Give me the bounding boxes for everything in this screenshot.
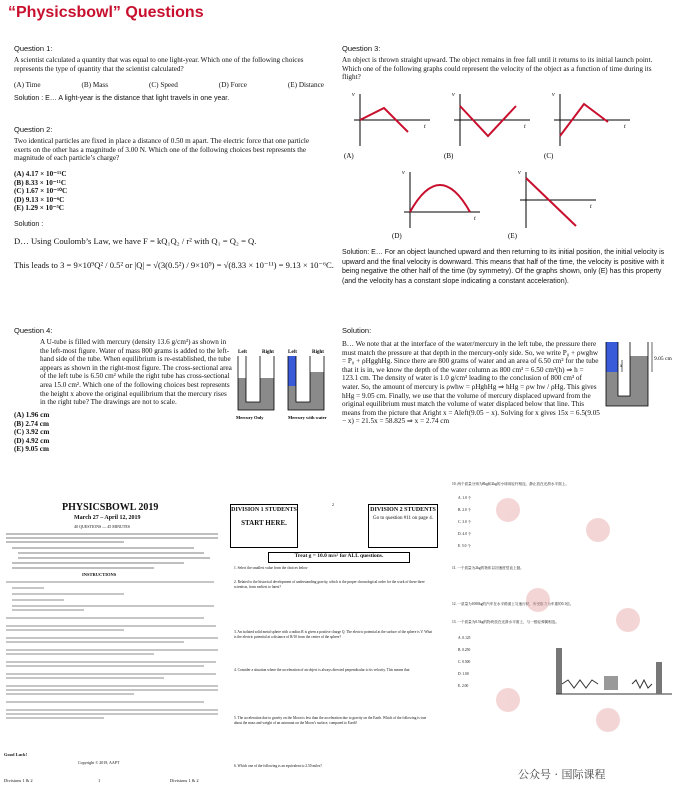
thumb3-option: A. 0.125	[458, 636, 471, 640]
thumb2-goto: Go to question #11 on page 4.	[373, 516, 433, 521]
question-2-text: Two identical particles are fixed in place a distance of 0.50 m apart. The electric force that one particle exerts on the other has a magnitude of 3.00 N. Which one of the following choices best represents the magnitude of each particle’s charge?	[14, 137, 310, 163]
thumb3-option: C. 0.500	[458, 660, 471, 664]
question-1-options	[14, 81, 324, 90]
watermark-text: 公众号 · 国际课程	[518, 768, 606, 781]
thumb1-footer-left: Divisions 1 & 2	[4, 778, 33, 783]
thumb2-div2: DIVISION 2 STUDENTS	[370, 507, 436, 513]
graph-axis-t: t	[624, 124, 626, 130]
velocity-graphs	[340, 86, 680, 242]
question-4-heading: Question 4:	[14, 326, 53, 335]
question-1-option: (E) Distance	[287, 81, 324, 89]
question-3-solution: Solution: E… For an object launched upward and then returning to its initial position, the initial velocity is upward and the final velocity is downward. This means that half of the time, the velocity is positive with it being negative the other half of the time (by symmetry). Of the graphs shown, only (E) has this property (and the velocity has a constant slope indicating a constant acceleration).	[342, 249, 665, 285]
thumb3-q13: 13. 一个质量为0.5kg的物块放在光滑水平面上，与一根轻弹簧相连。	[452, 620, 559, 624]
thumb2-div1-box	[230, 504, 298, 548]
watermark-logo	[448, 470, 680, 788]
thumb3-option: D. 1.00	[458, 672, 469, 676]
thumb3-option: B. 0.250	[458, 648, 471, 652]
graph-label: (E)	[508, 232, 517, 240]
question-1-solution: Solution : E… A light-year is the distance that light travels in one year.	[14, 95, 230, 102]
thumb2-div2-box	[368, 504, 438, 548]
question-4-options	[14, 411, 49, 454]
thumb1-dates: March 27 – April 12, 2019	[74, 515, 141, 521]
fig-label-left: Left	[238, 350, 247, 355]
thumb1-footer-mid: 1	[98, 778, 101, 783]
solution-4-figure	[600, 338, 678, 414]
question-4-option: (C) 3.92 cm	[14, 428, 50, 437]
thumb2-q1: 1. Select the smallest value from the choices below	[234, 566, 308, 570]
thumb1-instructions: INSTRUCTIONS	[82, 572, 117, 577]
graph-label: (C)	[544, 152, 554, 160]
graph-axis-t: t	[424, 124, 426, 130]
solution-4-fig-x: x	[620, 364, 623, 369]
solution-4-heading: Solution:	[342, 326, 372, 335]
thumb2-treat-box: Treat g = 10.0 m/s² for ALL questions.	[268, 552, 410, 563]
question-4-option: (B) 2.74 cm	[14, 419, 49, 428]
question-1-heading: Question 1:	[14, 44, 53, 53]
thumb3-q10: 10. 两个质量分别为8kg和2kg的小球用轻杆相连，静止放在光滑水平面上。	[452, 482, 569, 486]
thumbnail-page-1	[2, 502, 224, 788]
thumb3-option: D. 4.0 个	[458, 532, 472, 536]
thumb3-q11: 11. 一个质量为2kg的物体以初速度竖直上抛。	[452, 566, 524, 570]
thumb3-option: A. 1.0 个	[458, 496, 472, 500]
thumbnail-page-2	[228, 502, 444, 788]
thumb3-option: C. 3.0 个	[458, 520, 472, 524]
question-4-option: (A) 1.96 cm	[14, 411, 50, 419]
question-1-text: A scientist calculated a quantity that was equal to one light-year. Which one of the following choices represents the type of quantity that the scientist calculated?	[14, 56, 304, 73]
question-2-option: (B) 8.33 × 10⁻¹¹C	[14, 178, 67, 187]
graph-axis-v: v	[452, 92, 455, 98]
question-1-option: (C) Speed	[148, 81, 178, 89]
question-3-heading: Question 3:	[342, 44, 381, 53]
thumb3-q12: 12. 一质量为1000kg的汽车在水平路面上匀速行驶，所受阻力为车重的0.1倍。	[452, 602, 574, 606]
fig-caption-right: Mercury with water	[288, 415, 327, 420]
thumb2-div1: DIVISION 1 STUDENTS	[231, 507, 297, 513]
u-tube-figures	[232, 344, 336, 424]
question-2-option: (E) 1.29 × 10⁻⁵C	[14, 204, 64, 213]
question-3-text: An object is thrown straight upward. The object remains in free fall until it returns to its initial launch point. Which one of the following graphs could represent the velocity of the object as a function of time during its flight?	[342, 56, 653, 82]
fig-caption-left: Mercury Only	[236, 415, 264, 420]
u-tube-mercury-with-water	[288, 350, 327, 420]
fig-label-right: Right	[262, 350, 274, 355]
question-4-text: A U-tube is filled with mercury (density 13.6 g/cm³) as shown in the left-most figure. Water of mass 800 grams is added to the left-hand side of the tube. When equilibrium is re-established, the tube appears as shown in the right-most figure. The cross-sectional area of the left tube is 6.50 cm² while the right tube has cross-sectional area 15.0 cm². Which one of the following choices best represents the height x above the original equilibrium that the mercury rises in the right tube? The drawings are not to scale.	[40, 338, 232, 407]
thumb3-option: E. 2.00	[458, 684, 469, 688]
graph-axis-t: t	[474, 216, 476, 222]
thumb3-option: B. 2.0 个	[458, 508, 472, 512]
page-title: “Physicsbowl” Questions	[8, 4, 204, 21]
question-2-option: (C) 1.67 × 10⁻¹⁰C	[14, 187, 68, 196]
thumb1-copyright: Copyright © 2019, AAPT	[78, 760, 120, 765]
thumb2-q3: 3. An isolated solid metal sphere with a radius R is given a positive charge Q. The electric potential at the surface of the sphere is V. What is the electric potential at a distance of R/10 from the center of the sphere?	[234, 630, 433, 639]
question-4-option: (E) 9.05 cm	[14, 445, 49, 454]
question-2-solution-line1: D… Using Coulomb’s Law, we have F = kQ₁Q₂ / r² with Q₁ = Q₂ = Q.	[14, 236, 257, 246]
graph-axis-t: t	[524, 124, 526, 130]
question-2-solution-label: Solution :	[14, 221, 44, 228]
graph-label: (A)	[344, 152, 354, 160]
graph-axis-v: v	[352, 92, 355, 98]
thumb1-title: PHYSICSBOWL 2019	[62, 502, 159, 513]
graph-d	[392, 170, 480, 240]
graph-axis-v: v	[552, 92, 555, 98]
question-2-options	[14, 170, 134, 213]
thumb1-footer-right: Divisions 1 & 2	[170, 778, 199, 783]
thumb2-q4: 4. Consider a situation where the acceleration of an object is always directed perpendicular to its velocity. This means that	[234, 668, 410, 672]
question-1-option: (D) Force	[218, 81, 247, 89]
graph-a	[344, 92, 430, 160]
question-4-option: (D) 4.92 cm	[14, 436, 50, 445]
question-2-option: (A) 4.17 × 10⁻¹¹C	[14, 170, 67, 178]
graph-axis-v: v	[518, 170, 521, 176]
graph-label: (D)	[392, 232, 402, 240]
thumb2-page-num: 2	[332, 502, 334, 507]
thumb1-subtitle: 40 QUESTIONS — 45 MINUTES	[74, 524, 130, 529]
graph-label: (B)	[444, 152, 454, 160]
fig-label-right: Right	[312, 350, 324, 355]
thumb2-start: START HERE.	[241, 519, 287, 527]
thumb2-q2: 2. Related to the historical development of understanding gravity, which is the proper chronological order for the work of these three scientists, from earliest to latest?	[234, 580, 425, 589]
question-1-option: (A) Time	[14, 81, 41, 89]
graph-axis-t: t	[590, 204, 592, 210]
question-2-solution-line2: This leads to 3 = 9×10⁹Q² / 0.5² or |Q| = √(3(0.5²) / 9×10⁹) = √(8.33 × 10⁻¹¹) = 9.13 × 10⁻⁶C.	[14, 260, 334, 270]
graph-e	[508, 170, 596, 240]
thumb1-instruction-lines	[4, 580, 222, 760]
question-1-option: (B) Mass	[81, 81, 109, 89]
thumb1-good-luck: Good Luck!	[4, 752, 28, 757]
solution-4-fig-label: 9.05 cm	[654, 356, 672, 362]
graph-c	[544, 92, 630, 160]
question-2-option: (D) 9.13 × 10⁻⁶C	[14, 195, 65, 204]
graph-b	[444, 92, 530, 160]
thumb2-q6: 6. Which one of the following is an equivalent to 2.50 miles?	[234, 764, 322, 768]
thumbnail-page-3	[448, 470, 680, 788]
graph-axis-v: v	[402, 170, 405, 176]
question-2-heading: Question 2:	[14, 125, 53, 134]
u-tube-mercury-only	[236, 350, 274, 420]
thumb3-option: E. 5.0 个	[458, 544, 471, 548]
solution-4-text: B… We note that at the interface of the water/mercury in the left tube, the pressure there must match the pressure at that depth in the mercury-only side. So, we write P₀ + ρwghw = P₀ + ρHgghHg. Since there are 800 grams of water and an area of 6.50 cm² for the tube that it is in, we know the depth of the water column as 800 cm³ = 6.50 cm²(h) ⇒ h = 123.1 cm. The density of water is 1.0 g/cm³ leading to the conclusion of 800 cm³ of water. So, the amount of mercury is ρwhw = ρHghHg ⇒ hHg = ρw hw / ρHg. This gives hHg = 9.05 cm. Finally, we use that the volume of mercury displaced upward from the original equilibrium must match the volume of water displaced below that line. This means from the picture that Aright x = Aleft(9.05 − x). Solving for x gives 15x = 6.5(9.05 − x) = 21.5x = 58.825 ⇒ x = 2.74 cm	[342, 340, 600, 426]
thumb2-q5: 5. The acceleration due to gravity on the Moon is less than the acceleration due to gravity on the Earth. Which of the following is true about the mass and weight of an astronaut on the Moon’s surface, compared to Earth?	[234, 716, 427, 725]
fig-label-left: Left	[288, 350, 297, 355]
